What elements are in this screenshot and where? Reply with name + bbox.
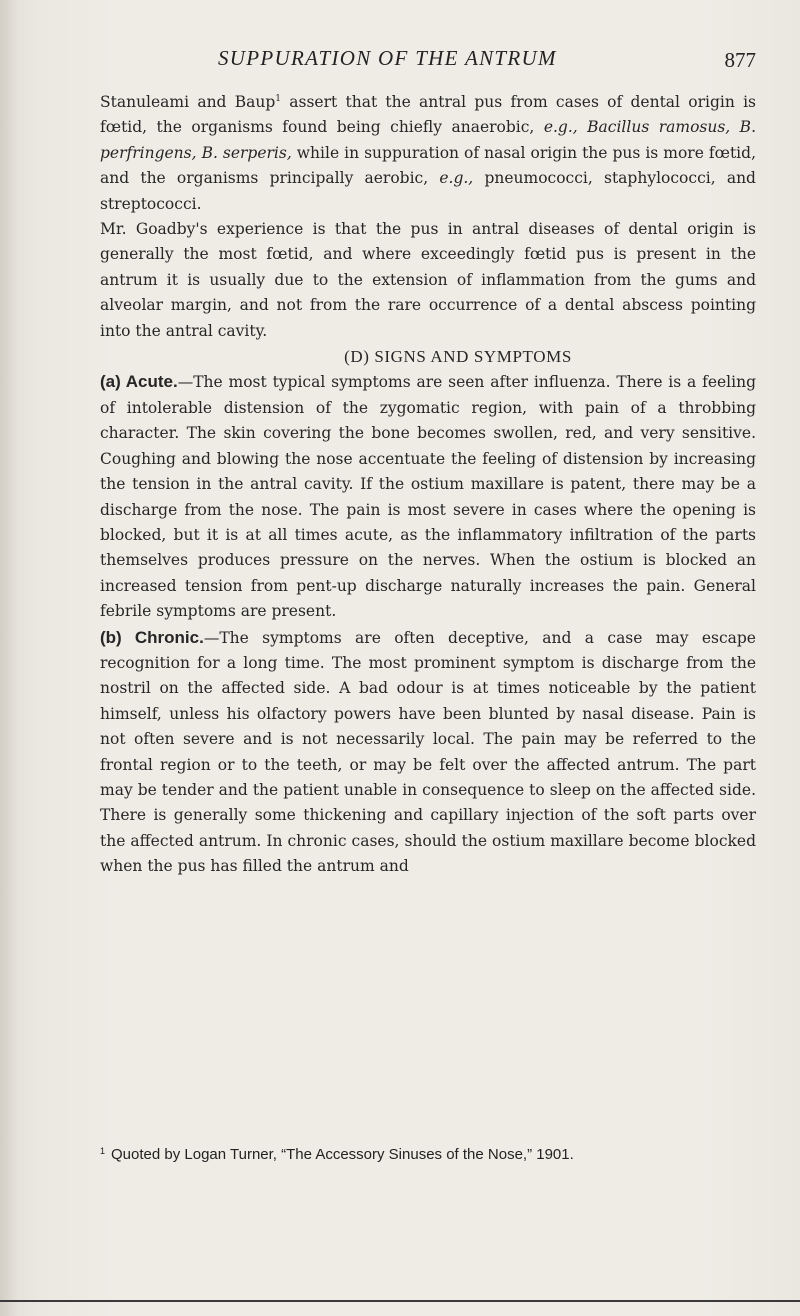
chronic-text: —The symptoms are often deceptive, and a case may escape recognition for a long time. The most prominent symptom is discharge from the nostril on the affected side. A bad odour is at times noticeable by the patient himself, unless his olfactory powers have been blunted by nasal disease. Pain is not often severe and is not necessarily local. The pain may be referred to the frontal region or to the teeth, or may be felt over the affected antrum. The part may be tender and the patient unable in consequence to sleep on the affected side. There is generally some thickening and capillary injection of the soft parts over the affected antrum. In chronic cases, should the ostium maxillare become blocked when the pus has filled the antrum and: [100, 628, 756, 876]
body-text: [100, 90, 756, 880]
paragraph-goadby: Mr. Goadby's experience is that the pus in antral diseases of dental origin is generally the most fœtid, and where exceedingly fœtid pus is present in the antrum it is usually due to the extension of inflammation from the gums and alveolar margin, and not from the rare occurrence of a dental abscess pointing into the antral cavity.: [100, 220, 756, 340]
paragraph-organisms: [100, 90, 756, 217]
paragraph-text: Stanuleami and Baup: [100, 93, 276, 111]
page-header: [100, 46, 756, 78]
footnote-mark: 1: [100, 1146, 106, 1156]
footnote-reference: 1: [275, 94, 282, 104]
paragraph-text: assert that the antral pus from cases of dental origin is fœtid, the organisms found being chiefly anaerobic,: [100, 93, 756, 137]
footnote-text: Quoted by Logan Turner, “The Accessory Sinuses of the Nose,” 1901.: [111, 1146, 574, 1163]
paragraph-text: while in suppuration of nasal origin the pus is more fœtid, and the organisms principally aerobic,: [100, 143, 756, 188]
paragraph-text: pneumococci, staphylococci, and streptococci.: [100, 169, 756, 213]
page-gutter-shadow: [0, 0, 18, 1316]
bacteria-names: e.g., Bacillus ramosus, B. perfringens, B. serperis,: [100, 118, 756, 162]
section-heading: (D) SIGNS AND SYMPTOMS: [344, 347, 572, 367]
running-head: SUPPURATION OF THE ANTRUM: [218, 46, 557, 70]
example-abbrev: e.g.,: [439, 169, 474, 188]
page-edge-rule: [0, 1300, 800, 1302]
footnote: [100, 1146, 756, 1163]
acute-label: (a) Acute.: [100, 372, 178, 392]
page-number: 877: [724, 48, 756, 72]
acute-text: —The most typical symptoms are seen after influenza. There is a feeling of intolerable distension of the zygomatic region, with pain of a throbbing character. The skin covering the bone becomes swollen, red, and very sensitive. Coughing and blowing the nose accentuate the feeling of distension by increasing the tension in the antral cavity. If the ostium maxillare is patent, there may be a discharge from the nose. The pain is most severe in cases where the opening is blocked, but it is at all times acute, as the inflammatory infiltration of the parts themselves produces pressure on the nerves. When the ostium is blocked an increased tension from pent-up discharge naturally increases the pain. General febrile symptoms are present.: [100, 373, 756, 621]
paragraph-acute: [100, 369, 756, 624]
paragraph-chronic: [100, 625, 756, 880]
chronic-label: (b) Chronic.: [100, 627, 204, 647]
